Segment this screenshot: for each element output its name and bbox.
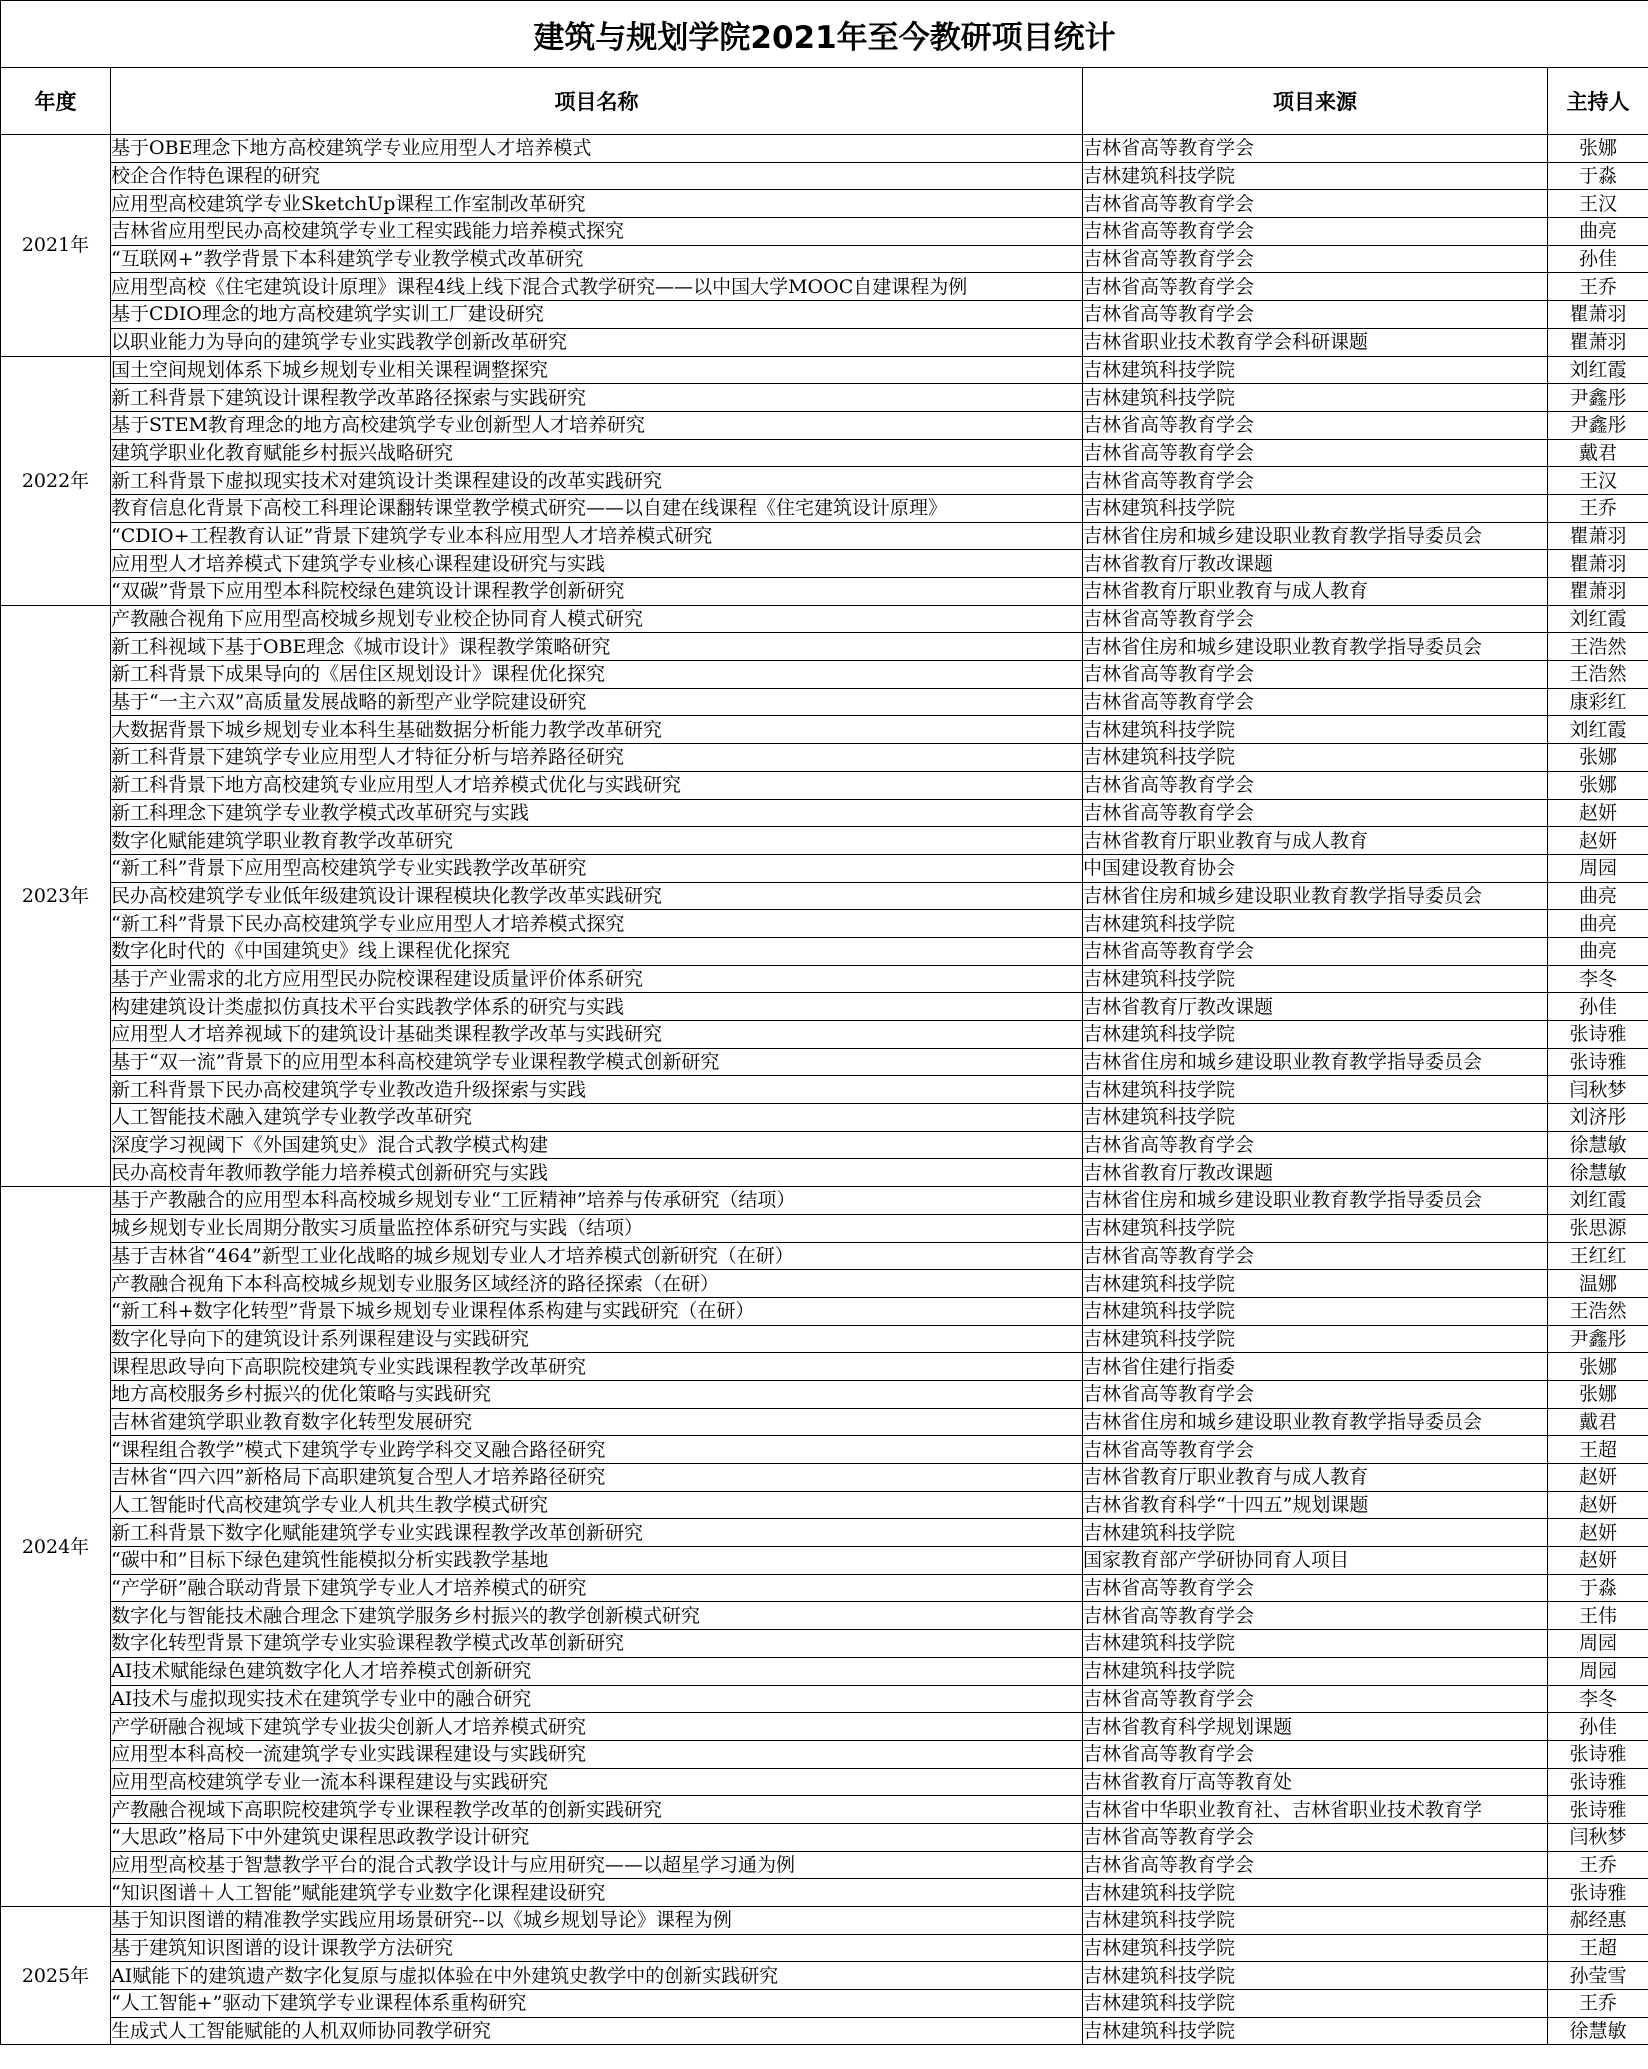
host-cell: 李冬 [1548, 965, 1648, 993]
project-source-cell: 吉林建筑科技学院 [1083, 1104, 1548, 1132]
project-name-cell: 数字化转型背景下建筑学专业实验课程教学模式改革创新研究 [111, 1630, 1083, 1658]
host-cell: 张诗雅 [1548, 1768, 1648, 1796]
project-source-cell: 吉林省高等教育学会 [1083, 467, 1548, 495]
project-name-cell: 课程思政导向下高职院校建筑专业实践课程教学改革研究 [111, 1353, 1083, 1381]
table-row [1, 1851, 1648, 1879]
host-cell: 曲亮 [1548, 218, 1648, 246]
year-cell: 2023年 [1, 605, 111, 1186]
project-source-cell: 吉林建筑科技学院 [1083, 162, 1548, 190]
table-row [1, 1740, 1648, 1768]
project-source-cell: 吉林省高等教育学会 [1083, 411, 1548, 439]
table-row [1, 550, 1648, 578]
project-source-cell: 吉林省高等教育学会 [1083, 1851, 1548, 1879]
project-name-cell: 应用型高校基于智慧教学平台的混合式教学设计与应用研究——以超星学习通为例 [111, 1851, 1083, 1879]
table-row [1, 1214, 1648, 1242]
project-source-cell: 吉林省高等教育学会 [1083, 605, 1548, 633]
header-host: 主持人 [1548, 68, 1648, 135]
project-name-cell: “知识图谱＋人工智能”赋能建筑学专业数字化课程建设研究 [111, 1879, 1083, 1907]
table-row [1, 301, 1648, 329]
table-row [1, 1436, 1648, 1464]
table-row [1, 1380, 1648, 1408]
project-source-cell: 吉林省高等教育学会 [1083, 301, 1548, 329]
project-source-cell: 吉林省住房和城乡建设职业教育教学指导委员会 [1083, 1187, 1548, 1215]
host-cell: 王超 [1548, 1436, 1648, 1464]
project-name-cell: “新工科+数字化转型”背景下城乡规划专业课程体系构建与实践研究（在研） [111, 1297, 1083, 1325]
table-row [1, 854, 1648, 882]
project-source-cell: 吉林省教育厅教改课题 [1083, 550, 1548, 578]
project-name-cell: 新工科背景下虚拟现实技术对建筑设计类课程建设的改革实践研究 [111, 467, 1083, 495]
project-name-cell: 校企合作特色课程的研究 [111, 162, 1083, 190]
table-row [1, 1547, 1648, 1575]
project-source-cell: 吉林建筑科技学院 [1083, 1657, 1548, 1685]
host-cell: 王乔 [1548, 273, 1648, 301]
host-cell: 徐慧敏 [1548, 1131, 1648, 1159]
project-name-cell: “人工智能+”驱动下建筑学专业课程体系重构研究 [111, 1990, 1083, 2018]
project-name-cell: 教育信息化背景下高校工科理论课翻转课堂教学模式研究——以自建在线课程《住宅建筑设计原理》 [111, 494, 1083, 522]
project-source-cell: 吉林建筑科技学院 [1083, 965, 1548, 993]
project-source-cell: 吉林省高等教育学会 [1083, 1740, 1548, 1768]
host-cell: 张娜 [1548, 1353, 1648, 1381]
project-name-cell: 基于建筑知识图谱的设计课教学方法研究 [111, 1934, 1083, 1962]
project-name-cell: 产教融合视角下本科高校城乡规划专业服务区域经济的路径探索（在研） [111, 1270, 1083, 1298]
table-row [1, 1353, 1648, 1381]
project-source-cell: 吉林建筑科技学院 [1083, 384, 1548, 412]
host-cell: 王红红 [1548, 1242, 1648, 1270]
host-cell: 孙佳 [1548, 1713, 1648, 1741]
host-cell: 尹鑫彤 [1548, 411, 1648, 439]
project-source-cell: 中国建设教育协会 [1083, 854, 1548, 882]
project-source-cell: 吉林省高等教育学会 [1083, 1436, 1548, 1464]
project-name-cell: 新工科背景下成果导向的《居住区规划设计》课程优化探究 [111, 661, 1083, 689]
table-row [1, 827, 1648, 855]
project-source-cell: 吉林建筑科技学院 [1083, 494, 1548, 522]
host-cell: 徐慧敏 [1548, 2017, 1648, 2045]
table-row [1, 218, 1648, 246]
host-cell: 瞿萧羽 [1548, 522, 1648, 550]
project-source-cell: 吉林省高等教育学会 [1083, 1574, 1548, 1602]
project-name-cell: 基于STEM教育理念的地方高校建筑学专业创新型人才培养研究 [111, 411, 1083, 439]
project-source-cell: 吉林建筑科技学院 [1083, 1076, 1548, 1104]
project-name-cell: 建筑学职业化教育赋能乡村振兴战略研究 [111, 439, 1083, 467]
project-source-cell: 吉林省高等教育学会 [1083, 1685, 1548, 1713]
host-cell: 赵妍 [1548, 1491, 1648, 1519]
project-name-cell: 数字化与智能技术融合理念下建筑学服务乡村振兴的教学创新模式研究 [111, 1602, 1083, 1630]
project-name-cell: 应用型高校建筑学专业SketchUp课程工作室制改革研究 [111, 190, 1083, 218]
project-source-cell: 吉林建筑科技学院 [1083, 716, 1548, 744]
project-source-cell: 吉林省高等教育学会 [1083, 688, 1548, 716]
table-row [1, 1574, 1648, 1602]
project-source-cell: 吉林省高等教育学会 [1083, 439, 1548, 467]
host-cell: 王超 [1548, 1934, 1648, 1962]
host-cell: 瞿萧羽 [1548, 328, 1648, 356]
table-row [1, 661, 1648, 689]
host-cell: 王汉 [1548, 190, 1648, 218]
table-row [1, 1491, 1648, 1519]
project-name-cell: 应用型人才培养模式下建筑学专业核心课程建设研究与实践 [111, 550, 1083, 578]
project-name-cell: 构建建筑设计类虚拟仿真技术平台实践教学体系的研究与实践 [111, 993, 1083, 1021]
table-row [1, 1685, 1648, 1713]
host-cell: 刘红霞 [1548, 716, 1648, 744]
table-row [1, 1768, 1648, 1796]
table-row [1, 1519, 1648, 1547]
project-source-cell: 吉林省高等教育学会 [1083, 135, 1548, 163]
project-name-cell: AI技术赋能绿色建筑数字化人才培养模式创新研究 [111, 1657, 1083, 1685]
host-cell: 张娜 [1548, 744, 1648, 772]
project-source-cell: 吉林省职业技术教育学会科研课题 [1083, 328, 1548, 356]
project-source-cell: 吉林省高等教育学会 [1083, 1823, 1548, 1851]
table-row [1, 494, 1648, 522]
host-cell: 李冬 [1548, 1685, 1648, 1713]
host-cell: 孙莹雪 [1548, 1962, 1648, 1990]
table-row [1, 1907, 1648, 1935]
project-name-cell: 数字化导向下的建筑设计系列课程建设与实践研究 [111, 1325, 1083, 1353]
host-cell: 张娜 [1548, 135, 1648, 163]
table-row [1, 411, 1648, 439]
project-name-cell: 产学研融合视域下建筑学专业拔尖创新人才培养模式研究 [111, 1713, 1083, 1741]
header-year: 年度 [1, 68, 111, 135]
host-cell: 张思源 [1548, 1214, 1648, 1242]
table-row [1, 439, 1648, 467]
host-cell: 周园 [1548, 854, 1648, 882]
host-cell: 于淼 [1548, 1574, 1648, 1602]
project-name-cell: 城乡规划专业长周期分散实习质量监控体系研究与实践（结项） [111, 1214, 1083, 1242]
table-row [1, 384, 1648, 412]
project-source-cell: 吉林省中华职业教育社、吉林省职业技术教育学 [1083, 1796, 1548, 1824]
project-name-cell: 应用型人才培养视域下的建筑设计基础类课程教学改革与实践研究 [111, 1021, 1083, 1049]
project-source-cell: 吉林省高等教育学会 [1083, 771, 1548, 799]
table-row [1, 467, 1648, 495]
project-source-cell: 吉林省高等教育学会 [1083, 799, 1548, 827]
project-name-cell: 基于OBE理念下地方高校建筑学专业应用型人才培养模式 [111, 135, 1083, 163]
project-source-cell: 吉林省高等教育学会 [1083, 273, 1548, 301]
table-row [1, 716, 1648, 744]
table-row [1, 135, 1648, 163]
project-name-cell: 大数据背景下城乡规划专业本科生基础数据分析能力教学改革研究 [111, 716, 1083, 744]
table-row [1, 633, 1648, 661]
project-name-cell: 应用型高校建筑学专业一流本科课程建设与实践研究 [111, 1768, 1083, 1796]
project-source-cell: 吉林建筑科技学院 [1083, 1519, 1548, 1547]
table-row [1, 1048, 1648, 1076]
table-row [1, 1796, 1648, 1824]
host-cell: 赵妍 [1548, 799, 1648, 827]
project-name-cell: 地方高校服务乡村振兴的优化策略与实践研究 [111, 1380, 1083, 1408]
host-cell: 张诗雅 [1548, 1740, 1648, 1768]
header-project-name: 项目名称 [111, 68, 1083, 135]
project-name-cell: 吉林省“四六四”新格局下高职建筑复合型人才培养路径研究 [111, 1464, 1083, 1492]
project-name-cell: 基于CDIO理念的地方高校建筑学实训工厂建设研究 [111, 301, 1083, 329]
project-source-cell: 吉林建筑科技学院 [1083, 1907, 1548, 1935]
table-row [1, 1464, 1648, 1492]
host-cell: 瞿萧羽 [1548, 301, 1648, 329]
host-cell: 周园 [1548, 1657, 1648, 1685]
project-source-cell: 吉林建筑科技学院 [1083, 2017, 1548, 2045]
project-name-cell: “新工科”背景下应用型高校建筑学专业实践教学改革研究 [111, 854, 1083, 882]
project-name-cell: 产教融合视域下高职院校建筑学专业课程教学改革的创新实践研究 [111, 1796, 1083, 1824]
project-name-cell: 人工智能时代高校建筑学专业人机共生教学模式研究 [111, 1491, 1083, 1519]
host-cell: 康彩红 [1548, 688, 1648, 716]
project-name-cell: “互联网+”教学背景下本科建筑学专业教学模式改革研究 [111, 245, 1083, 273]
host-cell: 刘红霞 [1548, 356, 1648, 384]
project-source-cell: 吉林省教育厅高等教育处 [1083, 1768, 1548, 1796]
project-source-cell: 吉林省教育厅职业教育与成人教育 [1083, 1464, 1548, 1492]
host-cell: 戴君 [1548, 1408, 1648, 1436]
table-row [1, 328, 1648, 356]
project-name-cell: 应用型高校《住宅建筑设计原理》课程4线上线下混合式教学研究——以中国大学MOOC自建课程为例 [111, 273, 1083, 301]
host-cell: 赵妍 [1548, 827, 1648, 855]
sheet-title: 建筑与规划学院2021年至今教研项目统计 [1, 1, 1648, 68]
project-name-cell: 吉林省应用型民办高校建筑学专业工程实践能力培养模式探究 [111, 218, 1083, 246]
table-row [1, 1270, 1648, 1298]
project-source-cell: 吉林建筑科技学院 [1083, 1214, 1548, 1242]
table-row [1, 1962, 1648, 1990]
project-source-cell: 吉林省教育厅职业教育与成人教育 [1083, 827, 1548, 855]
host-cell: 赵妍 [1548, 1519, 1648, 1547]
project-source-cell: 吉林建筑科技学院 [1083, 1297, 1548, 1325]
project-name-cell: 新工科背景下建筑设计课程教学改革路径探索与实践研究 [111, 384, 1083, 412]
project-source-cell: 吉林建筑科技学院 [1083, 1021, 1548, 1049]
project-name-cell: “双碳”背景下应用型本科院校绿色建筑设计课程教学创新研究 [111, 578, 1083, 606]
host-cell: 张诗雅 [1548, 1796, 1648, 1824]
host-cell: 王浩然 [1548, 633, 1648, 661]
table-row [1, 799, 1648, 827]
table-row [1, 1408, 1648, 1436]
table-row [1, 1076, 1648, 1104]
project-source-cell: 国家教育部产学研协同育人项目 [1083, 1547, 1548, 1575]
table-row [1, 1021, 1648, 1049]
project-source-cell: 吉林省住房和城乡建设职业教育教学指导委员会 [1083, 1048, 1548, 1076]
table-row [1, 356, 1648, 384]
table-row [1, 605, 1648, 633]
project-name-cell: “大思政”格局下中外建筑史课程思政教学设计研究 [111, 1823, 1083, 1851]
host-cell: 张诗雅 [1548, 1021, 1648, 1049]
host-cell: 刘红霞 [1548, 605, 1648, 633]
project-name-cell: 数字化时代的《中国建筑史》线上课程优化探究 [111, 937, 1083, 965]
project-name-cell: 新工科背景下民办高校建筑学专业教改造升级探索与实践 [111, 1076, 1083, 1104]
project-name-cell: 基于知识图谱的精准教学实践应用场景研究--以《城乡规划导论》课程为例 [111, 1907, 1083, 1935]
project-name-cell: 基于“一主六双”高质量发展战略的新型产业学院建设研究 [111, 688, 1083, 716]
project-source-cell: 吉林省教育厅职业教育与成人教育 [1083, 578, 1548, 606]
host-cell: 王乔 [1548, 494, 1648, 522]
project-name-cell: 基于“双一流”背景下的应用型本科高校建筑学专业课程教学模式创新研究 [111, 1048, 1083, 1076]
host-cell: 刘红霞 [1548, 1187, 1648, 1215]
project-source-cell: 吉林建筑科技学院 [1083, 1962, 1548, 1990]
project-name-cell: 人工智能技术融入建筑学专业教学改革研究 [111, 1104, 1083, 1132]
host-cell: 王伟 [1548, 1602, 1648, 1630]
project-source-cell: 吉林省住建行指委 [1083, 1353, 1548, 1381]
host-cell: 赵妍 [1548, 1547, 1648, 1575]
table-row [1, 1657, 1648, 1685]
host-cell: 孙佳 [1548, 245, 1648, 273]
host-cell: 温娜 [1548, 1270, 1648, 1298]
project-source-cell: 吉林建筑科技学院 [1083, 910, 1548, 938]
table-row [1, 1934, 1648, 1962]
project-source-cell: 吉林省高等教育学会 [1083, 937, 1548, 965]
table-row [1, 1242, 1648, 1270]
host-cell: 王浩然 [1548, 1297, 1648, 1325]
project-source-cell: 吉林省高等教育学会 [1083, 661, 1548, 689]
table-row [1, 910, 1648, 938]
host-cell: 孙佳 [1548, 993, 1648, 1021]
table-row [1, 1297, 1648, 1325]
project-source-cell: 吉林建筑科技学院 [1083, 356, 1548, 384]
project-source-cell: 吉林省住房和城乡建设职业教育教学指导委员会 [1083, 522, 1548, 550]
project-name-cell: “CDIO+工程教育认证”背景下建筑学专业本科应用型人才培养模式研究 [111, 522, 1083, 550]
project-source-cell: 吉林省高等教育学会 [1083, 190, 1548, 218]
project-source-cell: 吉林省住房和城乡建设职业教育教学指导委员会 [1083, 882, 1548, 910]
project-source-cell: 吉林建筑科技学院 [1083, 744, 1548, 772]
host-cell: 刘济彤 [1548, 1104, 1648, 1132]
project-name-cell: 生成式人工智能赋能的人机双师协同教学研究 [111, 2017, 1083, 2045]
project-name-cell: AI赋能下的建筑遗产数字化复原与虚拟体验在中外建筑史教学中的创新实践研究 [111, 1962, 1083, 1990]
project-name-cell: 新工科背景下地方高校建筑专业应用型人才培养模式优化与实践研究 [111, 771, 1083, 799]
project-name-cell: 新工科背景下建筑学专业应用型人才特征分析与培养路径研究 [111, 744, 1083, 772]
project-name-cell: 新工科背景下数字化赋能建筑学专业实践课程教学改革创新研究 [111, 1519, 1083, 1547]
project-name-cell: “产学研”融合联动背景下建筑学专业人才培养模式的研究 [111, 1574, 1083, 1602]
project-source-cell: 吉林建筑科技学院 [1083, 1325, 1548, 1353]
project-source-cell: 吉林省高等教育学会 [1083, 1131, 1548, 1159]
host-cell: 曲亮 [1548, 910, 1648, 938]
project-source-cell: 吉林省高等教育学会 [1083, 1380, 1548, 1408]
project-source-cell: 吉林省高等教育学会 [1083, 245, 1548, 273]
project-name-cell: “课程组合教学”模式下建筑学专业跨学科交叉融合路径研究 [111, 1436, 1083, 1464]
table-row [1, 744, 1648, 772]
table-row [1, 1602, 1648, 1630]
project-source-cell: 吉林省教育科学“十四五”规划课题 [1083, 1491, 1548, 1519]
project-name-cell: AI技术与虚拟现实技术在建筑学专业中的融合研究 [111, 1685, 1083, 1713]
table-row [1, 1159, 1648, 1187]
project-name-cell: 新工科理念下建筑学专业教学模式改革研究与实践 [111, 799, 1083, 827]
year-cell: 2022年 [1, 356, 111, 605]
host-cell: 王汉 [1548, 467, 1648, 495]
host-cell: 郝经惠 [1548, 1907, 1648, 1935]
project-name-cell: 国土空间规划体系下城乡规划专业相关课程调整探究 [111, 356, 1083, 384]
project-source-cell: 吉林建筑科技学院 [1083, 1270, 1548, 1298]
project-source-cell: 吉林省住房和城乡建设职业教育教学指导委员会 [1083, 1408, 1548, 1436]
project-source-cell: 吉林省高等教育学会 [1083, 218, 1548, 246]
project-name-cell: 基于产业需求的北方应用型民办院校课程建设质量评价体系研究 [111, 965, 1083, 993]
host-cell: 戴君 [1548, 439, 1648, 467]
table-row [1, 882, 1648, 910]
table-row [1, 1823, 1648, 1851]
project-source-cell: 吉林建筑科技学院 [1083, 1934, 1548, 1962]
host-cell: 赵妍 [1548, 1464, 1648, 1492]
header-project-source: 项目来源 [1083, 68, 1548, 135]
host-cell: 曲亮 [1548, 882, 1648, 910]
table-row [1, 937, 1648, 965]
project-source-cell: 吉林建筑科技学院 [1083, 1990, 1548, 2018]
host-cell: 尹鑫彤 [1548, 384, 1648, 412]
project-source-cell: 吉林省教育科学规划课题 [1083, 1713, 1548, 1741]
table-row [1, 1630, 1648, 1658]
table-row [1, 1713, 1648, 1741]
host-cell: 尹鑫彤 [1548, 1325, 1648, 1353]
table-row [1, 1325, 1648, 1353]
year-cell: 2025年 [1, 1907, 111, 2045]
year-cell: 2024年 [1, 1187, 111, 1907]
table-row [1, 245, 1648, 273]
host-cell: 曲亮 [1548, 937, 1648, 965]
project-source-cell: 吉林省教育厅教改课题 [1083, 1159, 1548, 1187]
host-cell: 瞿萧羽 [1548, 550, 1648, 578]
host-cell: 王乔 [1548, 1851, 1648, 1879]
project-source-cell: 吉林省高等教育学会 [1083, 1242, 1548, 1270]
project-name-cell: 深度学习视阈下《外国建筑史》混合式教学模式构建 [111, 1131, 1083, 1159]
project-name-cell: “新工科”背景下民办高校建筑学专业应用型人才培养模式探究 [111, 910, 1083, 938]
table-row [1, 1131, 1648, 1159]
table-row [1, 771, 1648, 799]
host-cell: 张诗雅 [1548, 1879, 1648, 1907]
year-cell: 2021年 [1, 135, 111, 357]
project-name-cell: 产教融合视角下应用型高校城乡规划专业校企协同育人模式研究 [111, 605, 1083, 633]
table-row [1, 190, 1648, 218]
project-name-cell: 吉林省建筑学职业教育数字化转型发展研究 [111, 1408, 1083, 1436]
project-name-cell: 以职业能力为导向的建筑学专业实践教学创新改革研究 [111, 328, 1083, 356]
host-cell: 王乔 [1548, 1990, 1648, 2018]
host-cell: 闫秋梦 [1548, 1823, 1648, 1851]
project-name-cell: 基于吉林省“464”新型工业化战略的城乡规划专业人才培养模式创新研究（在研） [111, 1242, 1083, 1270]
project-source-cell: 吉林建筑科技学院 [1083, 1879, 1548, 1907]
host-cell: 王浩然 [1548, 661, 1648, 689]
host-cell: 瞿萧羽 [1548, 578, 1648, 606]
project-name-cell: 数字化赋能建筑学职业教育教学改革研究 [111, 827, 1083, 855]
host-cell: 徐慧敏 [1548, 1159, 1648, 1187]
project-name-cell: 新工科视域下基于OBE理念《城市设计》课程教学策略研究 [111, 633, 1083, 661]
project-name-cell: “碳中和”目标下绿色建筑性能模拟分析实践教学基地 [111, 1547, 1083, 1575]
table-row [1, 2017, 1648, 2045]
table-row [1, 273, 1648, 301]
host-cell: 张娜 [1548, 771, 1648, 799]
table-row [1, 1879, 1648, 1907]
project-source-cell: 吉林省教育厅教改课题 [1083, 993, 1548, 1021]
table-row [1, 1187, 1648, 1215]
project-name-cell: 基于产教融合的应用型本科高校城乡规划专业“工匠精神”培养与传承研究（结项） [111, 1187, 1083, 1215]
table-row [1, 1990, 1648, 2018]
table-row [1, 993, 1648, 1021]
project-name-cell: 民办高校建筑学专业低年级建筑设计课程模块化教学改革实践研究 [111, 882, 1083, 910]
table-row [1, 688, 1648, 716]
table-row [1, 965, 1648, 993]
project-source-cell: 吉林省高等教育学会 [1083, 1602, 1548, 1630]
table-row [1, 522, 1648, 550]
table-row [1, 162, 1648, 190]
host-cell: 周园 [1548, 1630, 1648, 1658]
table-row [1, 578, 1648, 606]
host-cell: 张诗雅 [1548, 1048, 1648, 1076]
project-name-cell: 民办高校青年教师教学能力培养模式创新研究与实践 [111, 1159, 1083, 1187]
host-cell: 于淼 [1548, 162, 1648, 190]
project-name-cell: 应用型本科高校一流建筑学专业实践课程建设与实践研究 [111, 1740, 1083, 1768]
host-cell: 张娜 [1548, 1380, 1648, 1408]
project-source-cell: 吉林省住房和城乡建设职业教育教学指导委员会 [1083, 633, 1548, 661]
table-row [1, 1104, 1648, 1132]
project-source-cell: 吉林建筑科技学院 [1083, 1630, 1548, 1658]
host-cell: 闫秋梦 [1548, 1076, 1648, 1104]
